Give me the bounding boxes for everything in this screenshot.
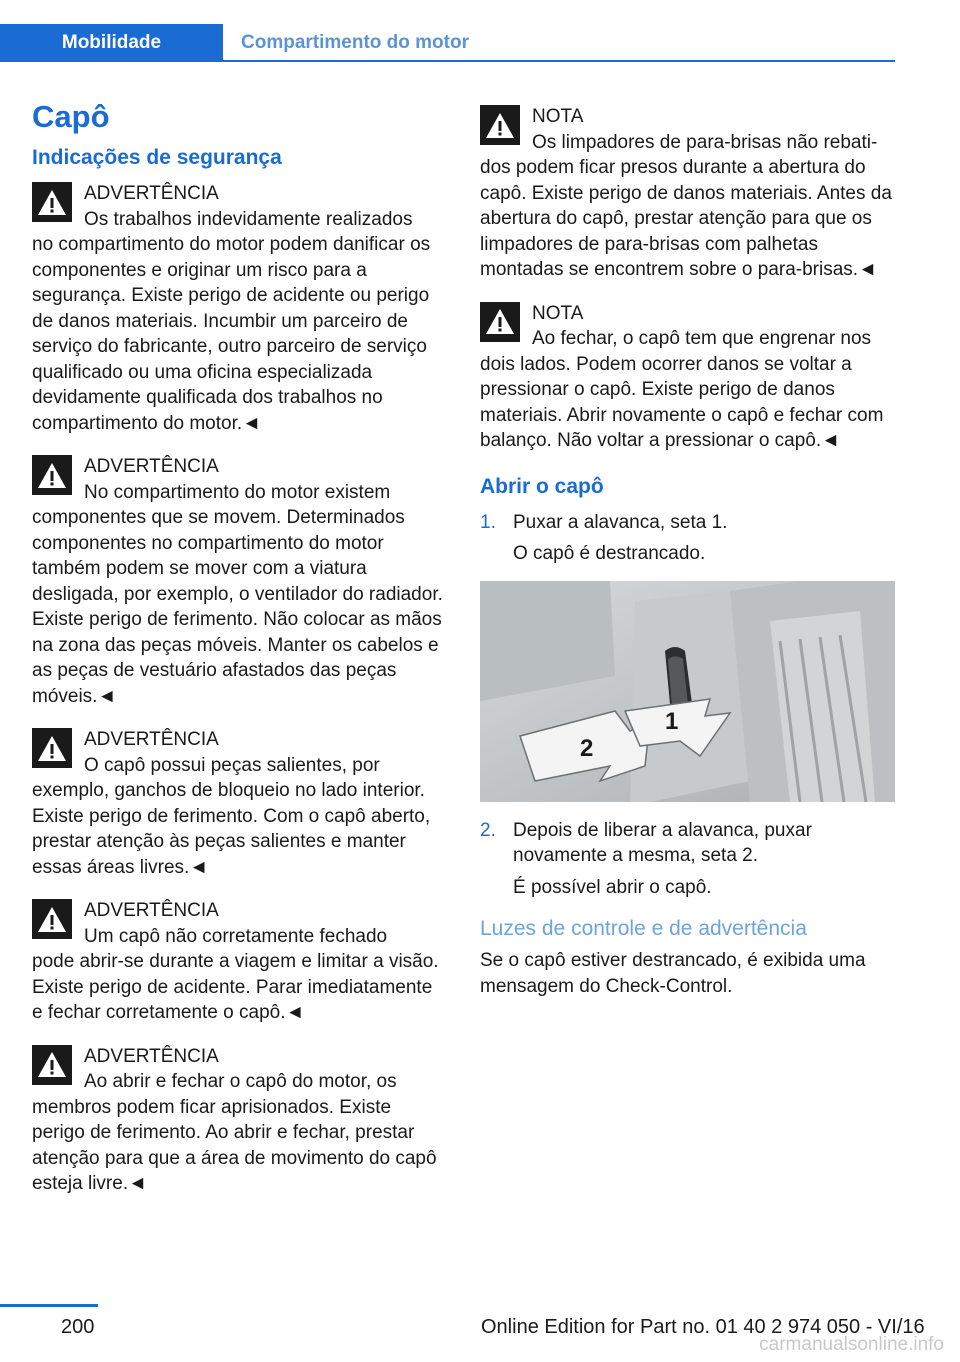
edition-line: Online Edition for Part no. 01 40 2 974 050 - VI/16 (481, 1316, 925, 1338)
note-label: NOTA (532, 106, 584, 127)
warning-text-start: O capô possui peças salientes, por (84, 754, 380, 776)
right-column (480, 104, 896, 1017)
warning-triangle-icon (32, 728, 72, 768)
watermark: carmanualsonline.info (759, 1334, 944, 1355)
warning-text-start: Um capô não corretamente fechado (84, 925, 388, 947)
hood-release-photo (480, 581, 895, 802)
warning-triangle-icon (32, 1045, 72, 1085)
indicator-lights-text: Se o capô estiver destrancado, é exibida uma mensagem do Check-Control. (480, 950, 866, 997)
chapter-title: Compartimento do motor (241, 32, 469, 53)
step-text: Puxar a alavanca, seta 1. (513, 511, 728, 533)
warning-text: pode abrir-se durante a viagem e limitar a visão. Existe perigo de acidente. Parar imediatamente e fechar corretamente o capô.◄ (32, 951, 439, 1023)
warning-text-start: No compartimento do motor existem (84, 481, 391, 503)
warning-text: exemplo, ganchos de bloqueio no lado interior. Existe perigo de ferimento. Com o capô aberto, prestar atenção às peças salientes e manter essas áreas livres.◄ (32, 780, 431, 878)
warning-label: ADVERTÊNCIA (84, 900, 219, 921)
indicator-lights-heading: Luzes de controle e de advertência (480, 917, 807, 940)
page-header (0, 24, 895, 62)
warning-label: ADVERTÊNCIA (84, 1045, 219, 1067)
warning-block (32, 1044, 448, 1197)
warning-triangle-icon (32, 455, 72, 495)
arrow-label-2: 2 (580, 734, 594, 762)
step-text: Depois de liberar a alavanca, puxar novamente a mesma, seta 2. (513, 819, 812, 866)
warning-block (32, 454, 448, 709)
warning-text: no compartimento do motor podem danificar os componentes e originar um risco para a segurança. Existe perigo de acidente ou perigo de danos materiais. Incumbir um parceiro de serviço do fabricante, outro parceiro de serviço qualificado ou uma oficina especializada devidamente qualificada dos trabalhos no compartimento do motor.◄ (32, 234, 431, 434)
safety-heading: Indicações de segurança (32, 146, 282, 169)
warning-label: ADVERTÊNCIA (84, 456, 219, 477)
step-number: 1. (480, 511, 496, 533)
warning-label: ADVERTÊNCIA (84, 729, 219, 750)
note-block (480, 104, 896, 283)
note-text-start: Os limpadores de para-brisas não rebati- (532, 131, 878, 153)
warning-text: componentes que se movem. Determinados componentes no compartimento do motor também podem se mover com a viatura desligada, por exemplo, o ventilador do radiador. Existe perigo de ferimento. Não colocar as mãos na zona das peças móveis. Manter os cabelos e as peças de vestuário afastados das peças móveis.◄ (32, 507, 443, 707)
warning-block (32, 181, 448, 436)
note-block (480, 301, 896, 454)
note-text: dos podem ficar presos durante a abertura do capô. Existe perigo de danos materiais. Antes da abertura do capô, prestar atenção para que os limpadores de para-brisas com palhetas montadas se encontrem sobre o para-brisas.◄ (480, 157, 892, 280)
section-tab: Mobilidade (0, 24, 223, 62)
footer-rule (0, 1304, 98, 1307)
page-number: 200 (61, 1316, 95, 1338)
warning-text-start: Ao abrir e fechar o capô do motor, os (84, 1071, 397, 1092)
step-number: 2. (480, 819, 496, 841)
warning-triangle-icon (32, 899, 72, 939)
header-rule (0, 60, 895, 62)
step-result: O capô é destrancado. (513, 543, 706, 564)
warning-label: ADVERTÊNCIA (84, 183, 219, 204)
warning-triangle-icon (480, 105, 520, 145)
warning-triangle-icon (480, 302, 520, 342)
step-item (480, 818, 896, 901)
warning-block (32, 898, 448, 1026)
open-hood-heading: Abrir o capô (480, 474, 604, 498)
warning-triangle-icon (32, 182, 72, 222)
left-column (32, 95, 448, 1215)
note-text-start: Ao fechar, o capô tem que engrenar nos (532, 328, 872, 349)
warning-text: membros podem ficar aprisionados. Existe perigo de ferimento. Ao abrir e fechar, prestar atenção para que a área de movimento do capô esteja livre.◄ (32, 1096, 437, 1194)
note-text: dois lados. Podem ocorrer danos se voltar a pressionar o capô. Existe perigo de danos materiais. Abrir novamente o capô e fechar com balanço. Não voltar a pressionar o capô.◄ (480, 353, 884, 451)
step-item (480, 510, 896, 567)
warning-text-start: Os trabalhos indevidamente realizados (84, 208, 413, 230)
warning-block (32, 727, 448, 880)
page-heading: Capô (32, 99, 110, 134)
note-label: NOTA (532, 302, 584, 324)
step-result: É possível abrir o capô. (513, 876, 712, 898)
arrow-label-1: 1 (665, 707, 679, 735)
